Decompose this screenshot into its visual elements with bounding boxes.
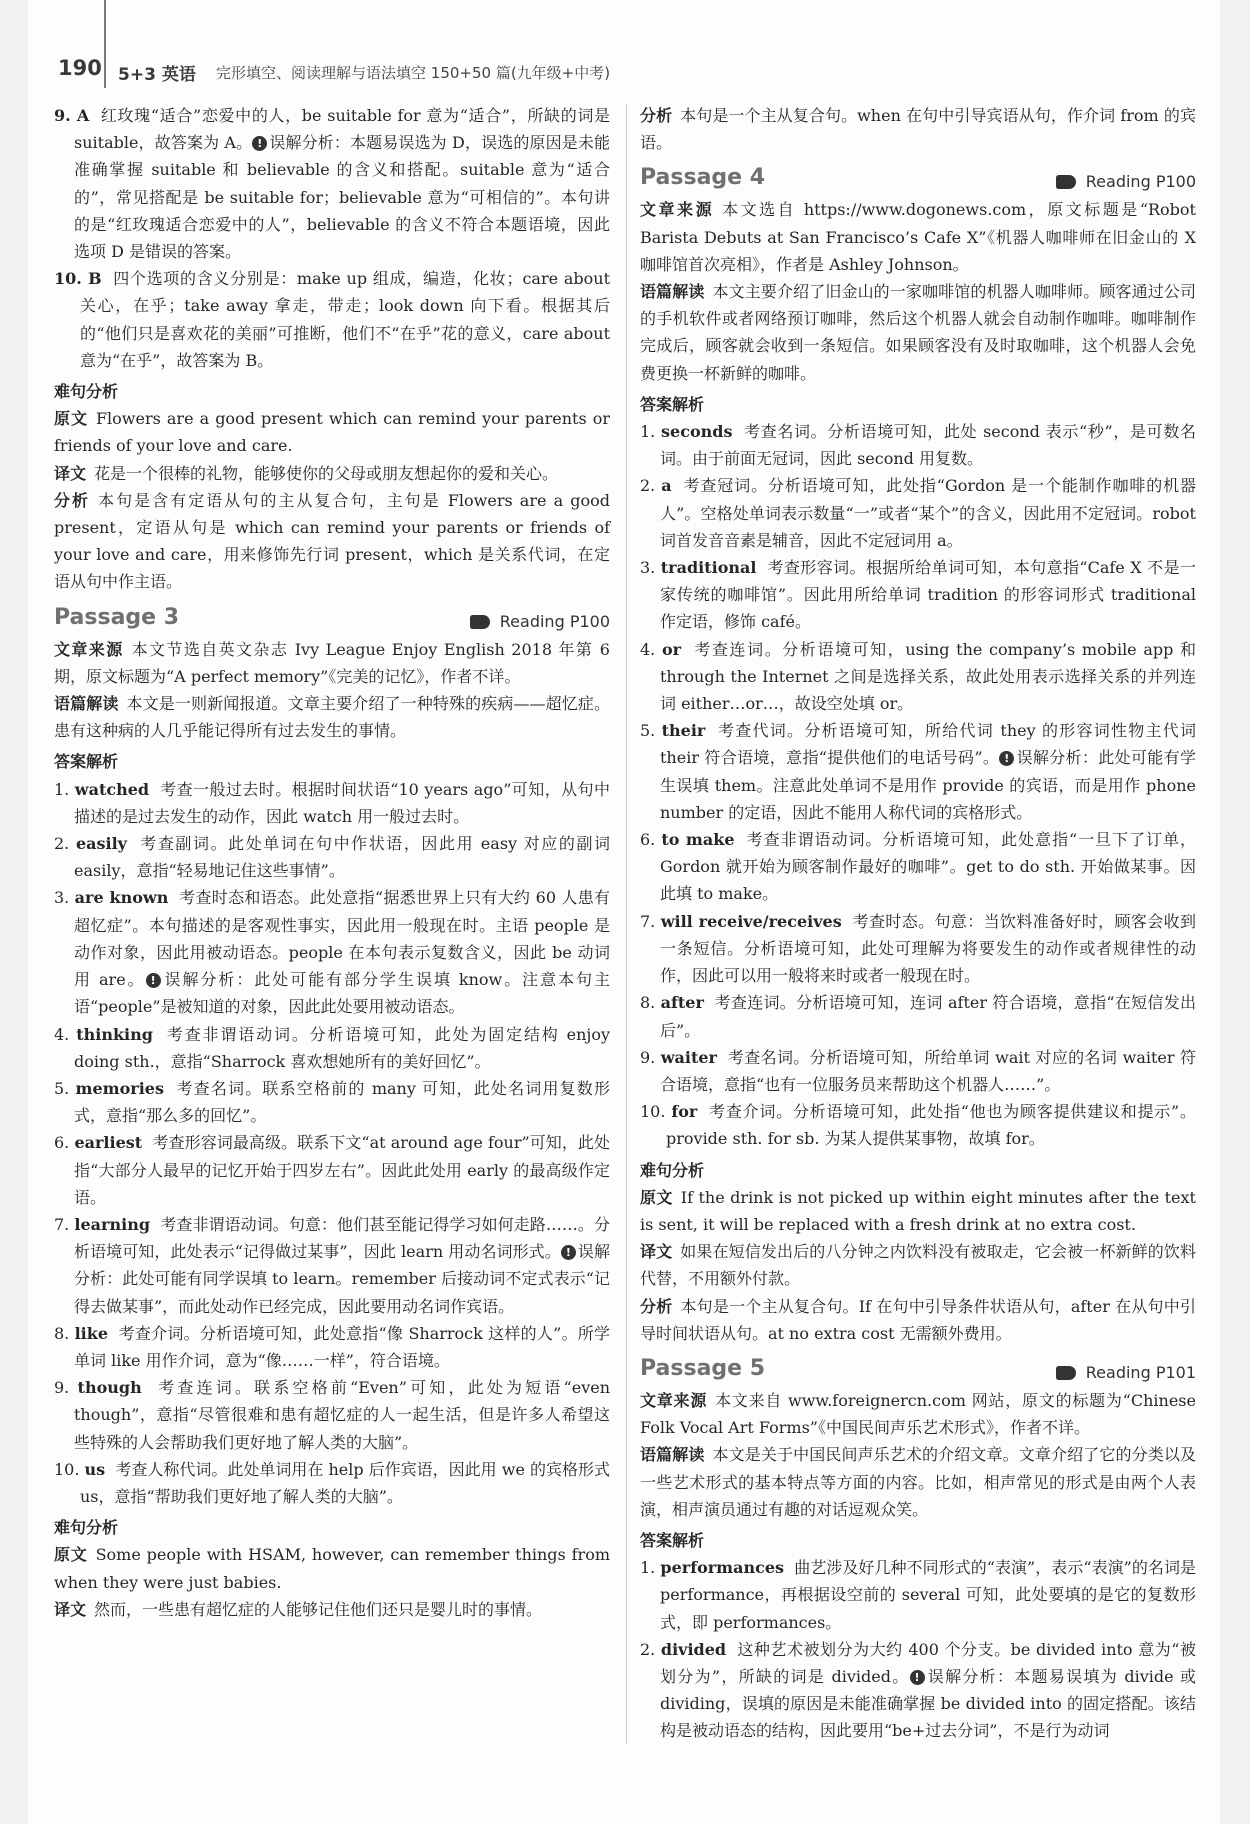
item-number: 4. [54, 1024, 70, 1044]
item-number: 2. [54, 834, 70, 854]
reading-reference: Reading P101 [1056, 1359, 1196, 1386]
answer-explanation: 考查时态。句意：当饮料准备好时，顾客会收到一条短信。分析语境可知，此处可理解为将要发生的动作或者规律性的动作，因此可以用一般将来时或者一般现在时。 [660, 911, 1197, 986]
item-number: 7. [640, 911, 656, 931]
answer-item [640, 717, 1196, 826]
warning-icon: ! [910, 1670, 925, 1685]
answer-word: after [660, 993, 704, 1013]
item-number: 1. [54, 779, 70, 799]
original-sentence: If the drink is not picked up within eight minutes after the text is sent, it will be replaced with a fresh drink at no extra cost. [640, 1187, 1196, 1234]
left-column: 9. A 红玫瑰“适合”恋爱中的人，be suitable for 意为“适合”，所缺的词是 suitable，故答案为 A。 ! 误解分析：本题易误选为 D，误选的原因是未能准确掌握 suitable 和 believable 的含义和搭配。suitable 意为“适合的”，常见搭配是 be suitable for；believable 意为“可相信的”。本句讲的是“红玫瑰适合恋爱中的人”，believable 的含义不符合本题语境，因此选项 D 是错误的答案。 10. B 四个选项的含义分别是：make up 组成，编造，化妆；care about 关心，在乎；take away 拿走，带走；look down 向下看。根据其后的“他们只是喜欢花的美丽”可推断，他们不“在乎”花的意义，care about 意为“在乎”，故答案为 B。 难句分析 原文 Flowers are a good present which can remind your parents or friends of your love and care. 译文 花是一个很棒的礼物，能够使你的父母或朋友想起你的爱和关心。 分析 本句是含有定语从句的主从复合句，主句是 Flowers are a good present，定语从句是 which can remind your parents or friends of your love and care，用来修饰先行词 present，which 是关系代词，在定语从句中作主语。 Passage 3 Reading P100 文章来源 本文节选自英文杂志 Ivy League Enjoy English 2018 年第 6 期，原文标题为“A perfect memory”《完美的记忆》，作者不详。 语篇解读 本文是一则新闻报道。文章主要介绍了一种特殊的疾病——超忆症。患有这种病的人几乎能记得所有过去发生的事情。 答案解析 1. watched 考查一般过去时。根据时间状语“10 years ago”可知，从句中描述的是过去发生的动作，因此 watch 用一般过去时。 2. easily 考查副词。此处单词在句中作状语，因此用 easy 对应的副词 easily，意指“轻易地记住这些事情”。 3. are known 考查时态和语态。此处意指“据悉世界上只有大约 60 人患有超忆症”。本句描述的是客观性事实，因此用一般现在时。主语 people 是动作对象，因此用被动语态。people 在本句表示复数含义，因此 be 动词用 are。 ! 误解分析：此处可能有部分学生误填 know。注意本句主语“people”是被知道的对象，因此此处要用被动语态。 4. thinking 考查非谓语动词。分析语境可知，此处为固定结构 enjoy doing sth.，意指“Sharrock 喜欢想她所有的美好回忆”。 5. memories 考查名词。联系空格前的 many 可知，此处名词用复数形式，意指“那么多的回忆”。 6. earliest 考查形容词最高级。联系下文“at around age four”可知，此处指“大部分人最早的记忆开始于四岁左右”。因此此处用 early 的最高级作定语。 7. learning 考查非谓语动词。句意：他们甚至能记得学习如何走路……。分析语境可知，此处表示“记得做过某事”，因此 learn 用动名词形式。 ! 误解分析：此处可能有同学误填 to learn。remember 后接动词不定式表示“记得去做某事”，而此处动作已经完成，因此要用动名词作宾语。 8. like 考查介词。分析语境可知，此处意指“像 Sharrock 这样的人”。所学单词 like 用作介词，意为“像……一样”，符合语境。 9. though 考查连词。联系空格前“Even”可知，此处为短语“even though”，意指“尽管很难和患有超忆症的人一起生活，但是许多人希望这些特殊的人会帮助我们更好地了解人类的大脑”。 10. us 考查人称代词。此处单词用在 help 后作宾语，因此用 we 的宾格形式 us，意指“帮助我们更好地了解人类的大脑”。 难句分析 原文 Some people with HSAM, however, can remember things from when they were just babies. 译文 然而，一些患有超忆症的人能够记住他们还只是婴儿时的事情。 [54, 102, 610, 1623]
answer-word: easily [75, 834, 127, 854]
reading-summary: 本文主要介绍了旧金山的一家咖啡馆的机器人咖啡师。顾客通过公司的手机软件或者网络预订咖啡，然后这个机器人就会自动制作咖啡。咖啡制作完成后，顾客就会收到一条短信。如果顾客没有及时取咖啡，这个机器人会免费更换一杯新鲜的咖啡。 [640, 282, 1196, 383]
answer-item [640, 636, 1196, 718]
reading-reference: Reading P100 [1056, 168, 1196, 195]
item-number: 2. [640, 1639, 656, 1659]
analysis: 本句是一个主从复合句。when 在句中引导宾语从句，作介词 from 的宾语。 [640, 106, 1196, 153]
answer-word: like [74, 1323, 109, 1343]
analysis: 本句是一个主从复合句。If 在句中引导条件状语从句，after 在从句中引导时间状语从句。at no extra cost 无需额外费用。 [640, 1296, 1196, 1343]
answer-list [640, 1554, 1196, 1744]
passage-3-header [54, 604, 610, 636]
passage-title: Passage 5 [640, 1355, 766, 1381]
answer-word: their [661, 721, 706, 741]
item-number: 10. [640, 1102, 666, 1122]
answer-word: are known [74, 888, 169, 908]
answer-explanation: 考查连词。联系空格前“Even”可知，此处为短语“even though”，意指“尽管很难和患有超忆症的人一起生活，但是许多人希望这些特殊的人会帮助我们更好地了解人类的大脑”。 [74, 1378, 611, 1452]
warning-icon: ! [146, 973, 161, 988]
answer-explanation: 考查形容词。根据所给单词可知，本句意指“Cafe X 不是一家传统的咖啡馆”。因此用所给单词 tradition 的形容词形式 traditional 作定语，修饰 café。 [660, 558, 1197, 632]
section-heading: 答案解析 [54, 752, 119, 772]
passage-title: Passage 3 [54, 604, 180, 630]
answer-list [54, 776, 610, 1510]
answer-item [640, 989, 1196, 1043]
answer-word: us [84, 1459, 106, 1479]
answer-word: learning [74, 1214, 151, 1234]
item-number: 8. [640, 993, 656, 1013]
answer-explanation: 考查副词。此处单词在句中作状语，因此用 easy 对应的副词 easily，意指“轻易地记住这些事情”。 [74, 834, 611, 881]
answer-explanation: 考查代词。分析语境可知，所给代词 they 的形容词性物主代词 their 符合语境，意指“提供他们的电话号码”。 [660, 721, 1197, 768]
section-heading: 答案解析 [640, 1530, 705, 1550]
answer-explanation: 考查非谓语动词。分析语境可知，此处意指“一旦下了订单，Gordon 就开始为顾客制作最好的咖啡”。get to do sth. 开始做某事。因此填 to make。 [660, 830, 1197, 904]
passage-5-header [640, 1355, 1196, 1387]
answer-item [54, 1374, 610, 1456]
answer-explanation: 考查连词。分析语境可知，using the company’s mobile app 和 through the Internet 之间是选择关系，故此处用表示选择关系的并列连词 either…or…，故设空处填 or。 [660, 639, 1197, 714]
answer-item [54, 776, 610, 830]
original-sentence: Flowers are a good present which can remind your parents or friends of your love and care. [54, 409, 610, 456]
warning-icon: ! [561, 1245, 576, 1260]
book-title: 完形填空、阅读理解与语法填空 150+50 篇(九年级+中考) [216, 64, 611, 82]
answer-explanation: 考查介词。分析语境可知，此处指“他也为顾客提供建议和提示”。provide sth. for sb. 为某人提供某事物，故填 for。 [666, 1102, 1196, 1149]
reading-reference: Reading P100 [470, 608, 610, 635]
page [28, 0, 1220, 1824]
item-number: 7. [54, 1214, 70, 1234]
pointing-hand-icon [1056, 175, 1076, 189]
header-divider [104, 0, 106, 88]
answer-item [54, 1075, 610, 1129]
answer-item [640, 1098, 1196, 1152]
warning-icon: ! [999, 751, 1014, 766]
item-number: 6. [54, 1133, 70, 1153]
answer-explanation: 曲艺涉及好几种不同形式的“表演”，表示“表演”的名词是 performance，再根据设空前的 several 可知，此处要填的是它的复数形式，即 performances。 [660, 1558, 1196, 1632]
error-analysis: 误解分析：此处可能有部分学生误填 know。注意本句主语“people”是被知道的对象，因此此处要用被动语态。 [74, 970, 610, 1017]
item-number: 1. [640, 1558, 656, 1578]
item-number: 9. [54, 1378, 70, 1398]
answer-word: performances [660, 1558, 785, 1578]
source-text: 本文节选自英文杂志 Ivy League Enjoy English 2018 年第 6 期，原文标题为“A perfect memory”《完美的记忆》，作者不详。 [54, 639, 610, 686]
warning-icon: ! [252, 136, 267, 151]
answer-item [54, 830, 610, 884]
answer-explanation: 考查名词。分析语境可知，此处 second 表示“秒”，是可数名词。由于前面无冠词，因此 second 用复数。 [660, 422, 1197, 469]
answer-word: watched [74, 779, 150, 799]
answer-item [640, 554, 1196, 636]
item-number: 5. [54, 1078, 70, 1098]
answer-explanation: 考查非谓语动词。句意：他们甚至能记得学习如何走路……。分析语境可知，此处表示“记得做过某事”，因此 learn 用动名词形式。 [74, 1214, 610, 1262]
error-analysis: 误解分析：此处可能有学生误填 them。注意此处单词不是用作 provide 的宾语，而是用作 phone number 的定语，因此不能用人称代词的宾格形式。 [660, 748, 1196, 822]
answer-explanation: 考查一般过去时。根据时间状语“10 years ago”可知，从句中描述的是过去发生的动作，因此 watch 用一般过去时。 [74, 779, 611, 826]
answer-item: 10. B 四个选项的含义分别是：make up 组成，编造，化妆；care about 关心，在乎；take away 拿走，带走；look down 向下看。根据其后的“他们只是喜欢花的美丽”可推断，他们不“在乎”花的意义，care about 意为“在乎”，故答案为 B。 [54, 269, 611, 370]
answer-word: waiter [660, 1047, 717, 1067]
answer-item [54, 1456, 610, 1510]
translation: 然而，一些患有超忆症的人能够记住他们还只是婴儿时的事情。 [94, 1599, 543, 1619]
answer-item [640, 908, 1196, 990]
answer-list [640, 418, 1196, 1152]
section-heading: 难句分析 [54, 382, 119, 402]
item-number: 5. [640, 721, 656, 741]
section-heading: 难句分析 [54, 1518, 119, 1538]
item-number: 4. [640, 639, 656, 659]
answer-explanation: 这种艺术被划分为大约 400 个分支。be divided into 意为“被划分为”，所缺的词是 divided。 [660, 1639, 1196, 1686]
column-divider [626, 104, 627, 1744]
section-heading: 难句分析 [640, 1160, 705, 1180]
answer-word: thinking [76, 1024, 153, 1044]
passage-4-header [640, 164, 1196, 196]
answer-explanation: 考查名词。联系空格前的 many 可知，此处名词用复数形式，意指“那么多的回忆”。 [74, 1078, 610, 1126]
answer-word: or [661, 639, 682, 659]
pointing-hand-icon [470, 615, 490, 629]
answer-item [640, 1636, 1196, 1745]
error-analysis: 误解分析：本题易误填为 divide 或 dividing，误填的原因是未能准确掌握 be divided into 的固定搭配。该结构是被动语态的结构，因此要用“be+过去分词”，不是行为动词 [660, 1666, 1196, 1741]
original-sentence: Some people with HSAM, however, can remember things from when they were just babies. [54, 1545, 610, 1592]
book-logo: 5+3 英语 [118, 65, 196, 85]
item-number: 6. [640, 830, 656, 850]
reading-summary: 本文是一则新闻报道。文章主要介绍了一种特殊的疾病——超忆症。患有这种病的人几乎能记得所有过去发生的事情。 [54, 694, 610, 741]
answer-word: divided [660, 1639, 727, 1659]
item-number: 8. [54, 1323, 70, 1343]
answer-item [54, 1129, 610, 1211]
answer-explanation: 考查介词。分析语境可知，此处意指“像 Sharrock 这样的人”。所学单词 like 用作介词，意为“像……一样”，符合语境。 [74, 1323, 610, 1370]
answer-explanation: 考查时态和语态。此处意指“据悉世界上只有大约 60 人患有超忆症”。本句描述的是客观性事实，因此用一般现在时。主语 people 是动作对象，因此用被动语态。people 在本句表示复数含义，因此 be 动词用 are。 [74, 888, 611, 990]
answer-explanation: 考查人称代词。此处单词用在 help 后作宾语，因此用 we 的宾格形式 us，意指“帮助我们更好地了解人类的大脑”。 [80, 1459, 611, 1506]
answer-word: though [77, 1378, 142, 1398]
answer-item [640, 472, 1196, 554]
answer-item [640, 1554, 1196, 1636]
translation: 如果在短信发出后的八分钟之内饮料没有被取走，它会被一杯新鲜的饮料代替，不用额外付款。 [640, 1242, 1196, 1289]
answer-word: memories [75, 1078, 164, 1098]
answer-word: seconds [661, 422, 733, 442]
answer-item [54, 1021, 610, 1075]
answer-explanation: 考查形容词最高级。联系下文“at around age four”可知，此处指“大部分人最早的记忆开始于四岁左右”。因此此处用 early 的最高级作定语。 [74, 1133, 611, 1207]
answer-item [54, 1211, 610, 1320]
page-number: 190 [58, 56, 102, 80]
page-header [28, 0, 1220, 98]
answer-item [640, 826, 1196, 908]
answer-item [640, 418, 1196, 472]
source-text: 本文来自 www.foreignercn.com 网站，原文的标题为“Chinese Folk Vocal Art Forms”《中国民间声乐艺术形式》，作者不详。 [640, 1390, 1196, 1438]
item-number: 3. [640, 558, 656, 578]
answer-item [640, 1044, 1196, 1098]
error-analysis: 误解分析：此处可能有同学误填 to learn。remember 后接动词不定式表示“记得去做某事”，而此处动作已经完成，因此要用动名词作宾语。 [74, 1242, 610, 1316]
answer-word: a [661, 476, 672, 496]
item-number: 10. [54, 1459, 80, 1479]
pointing-hand-icon [1056, 1366, 1076, 1380]
answer-item: 9. A 红玫瑰“适合”恋爱中的人，be suitable for 意为“适合”，所缺的词是 suitable，故答案为 A。 ! 误解分析：本题易误选为 D，误选的原因是未能准确掌握 suitable 和 believable 的含义和搭配。suitable 意为“适合的”，常见搭配是 be suitable for；believable 意为“可相信的”。本句讲的是“红玫瑰适合恋爱中的人”，believable 的含义不符合本题语境，因此选项 D 是错误的答案。 [54, 106, 611, 262]
source-text: 本文选自 https://www.dogonews.com，原文标题是“Robot Barista Debuts at San Francisco’s Cafe X”《机器人咖啡师在旧金山的 X 咖啡馆首次亮相》，作者是 Ashley Johnson。 [640, 200, 1196, 274]
reading-summary: 本文是关于中国民间声乐艺术的介绍文章。文章介绍了它的分类以及一些艺术形式的基本特点等方面的内容。比如，相声常见的形式是由两个人表演，相声演员通过有趣的对话逗观众笑。 [640, 1445, 1196, 1519]
answer-word: to make [661, 830, 735, 850]
answer-item [54, 1320, 610, 1374]
answer-word: traditional [660, 558, 757, 578]
analysis: 本句是含有定语从句的主从复合句，主句是 Flowers are a good present，定语从句是 which can remind your parents or friends of your love and care，用来修饰先行词 present，which 是关系代词，在定语从句中作主语。 [54, 490, 610, 592]
answer-explanation: 考查冠词。分析语境可知，此处指“Gordon 是一个能制作咖啡的机器人”。空格处单词表示数量“一”或者“某个”的含义，因此用不定冠词。robot 词首发音音素是辅音，因此不定冠词用 a。 [660, 476, 1196, 550]
translation: 花是一个很棒的礼物，能够使你的父母或朋友想起你的爱和关心。 [94, 463, 559, 483]
answer-explanation: 考查名词。分析语境可知，所给单词 wait 对应的名词 waiter 符合语境，意指“也有一位服务员来帮助这个机器人……”。 [660, 1047, 1196, 1094]
answer-word: for [671, 1102, 698, 1122]
section-heading: 答案解析 [640, 394, 705, 414]
answer-word: earliest [74, 1133, 143, 1153]
answer-explanation: 考查连词。分析语境可知，连词 after 符合语境，意指“在短信发出后”。 [660, 993, 1196, 1040]
answer-item [54, 884, 610, 1020]
item-number: 3. [54, 888, 70, 908]
item-number: 1. [640, 422, 656, 442]
item-number: 9. [640, 1047, 656, 1067]
passage-title: Passage 4 [640, 165, 766, 191]
item-number: 2. [640, 476, 656, 496]
right-column: 分析 本句是一个主从复合句。when 在句中引导宾语从句，作介词 from 的宾语。 Passage 4 Reading P100 文章来源 本文选自 https://www.dogonews.com，原文标题是“Robot Barista Debuts at San Francisco’s Cafe X”《机器人咖啡师在旧金山的 X 咖啡馆首次亮相》，作者是 Ashley Johnson。 语篇解读 本文主要介绍了旧金山的一家咖啡馆的机器人咖啡师。顾客通过公司的手机软件或者网络预订咖啡，然后这个机器人就会自动制作咖啡。咖啡制作完成后，顾客就会收到一条短信。如果顾客没有及时取咖啡，这个机器人会免费更换一杯新鲜的咖啡。 答案解析 1. seconds 考查名词。分析语境可知，此处 second 表示“秒”，是可数名词。由于前面无冠词，因此 second 用复数。 2. a 考查冠词。分析语境可知，此处指“Gordon 是一个能制作咖啡的机器人”。空格处单词表示数量“一”或者“某个”的含义，因此用不定冠词。robot 词首发音音素是辅音，因此不定冠词用 a。 3. traditional 考查形容词。根据所给单词可知，本句意指“Cafe X 不是一家传统的咖啡馆”。因此用所给单词 tradition 的形容词形式 traditional 作定语，修饰 café。 4. or 考查连词。分析语境可知，using the company’s mobile app 和 through the Internet 之间是选择关系，故此处用表示选择关系的并列连词 either…or…，故设空处填 or。 5. their 考查代词。分析语境可知，所给代词 they 的形容词性物主代词 their 符合语境，意指“提供他们的电话号码”。 ! 误解分析：此处可能有学生误填 them。注意此处单词不是用作 provide 的宾语，而是用作 phone number 的定语，因此不能用人称代词的宾格形式。 6. to make 考查非谓语动词。分析语境可知，此处意指“一旦下了订单，Gordon 就开始为顾客制作最好的咖啡”。get to do sth. 开始做某事。因此填 to make。 7. will receive/receives 考查时态。句意：当饮料准备好时，顾客会收到一条短信。分析语境可知，此处可理解为将要发生的动作或者规律性的动作，因此可以用一般将来时或者一般现在时。 8. after 考查连词。分析语境可知，连词 after 符合语境，意指“在短信发出后”。 9. waiter 考查名词。分析语境可知，所给单词 wait 对应的名词 waiter 符合语境，意指“也有一位服务员来帮助这个机器人……”。 10. for 考查介词。分析语境可知，此处指“他也为顾客提供建议和提示”。provide sth. for sb. 为某人提供某事物，故填 for。 难句分析 原文 If the drink is not picked up within eight minutes after the text is sent, it will be replaced with a fresh drink at no extra cost. 译文 如果在短信发出后的八分钟之内饮料没有被取走，它会被一杯新鲜的饮料代替，不用额外付款。 分析 本句是一个主从复合句。If 在句中引导条件状语从句，after 在从句中引导时间状语从句。at no extra cost 无需额外费用。 Passage 5 Reading P101 文章来源 本文来自 www.foreignercn.com 网站，原文的标题为“Chinese Folk Vocal Art Forms”《中国民间声乐艺术形式》，作者不详。 语篇解读 本文是关于中国民间声乐艺术的介绍文章。文章介绍了它的分类以及一些艺术形式的基本特点等方面的内容。比如，相声常见的形式是由两个人表演，相声演员通过有趣的对话逗观众笑。 答案解析 1. performances 曲艺涉及好几种不同形式的“表演”，表示“表演”的名词是 performance，再根据设空前的 several 可知，此处要填的是它的复数形式，即 performances。 2. divided 这种艺术被划分为大约 400 个分支。be divided into 意为“被划分为”，所缺的词是 divided。 ! 误解分析：本题易误填为 divide 或 dividing，误填的原因是未能准确掌握 be divided into 的固定搭配。该结构是被动语态的结构，因此要用“be+过去分词”，不是行为动词 [640, 102, 1196, 1745]
answer-explanation: 考查非谓语动词。分析语境可知，此处为固定结构 enjoy doing sth.，意指“Sharrock 喜欢想她所有的美好回忆”。 [74, 1024, 611, 1071]
answer-word: will receive/receives [660, 911, 842, 931]
